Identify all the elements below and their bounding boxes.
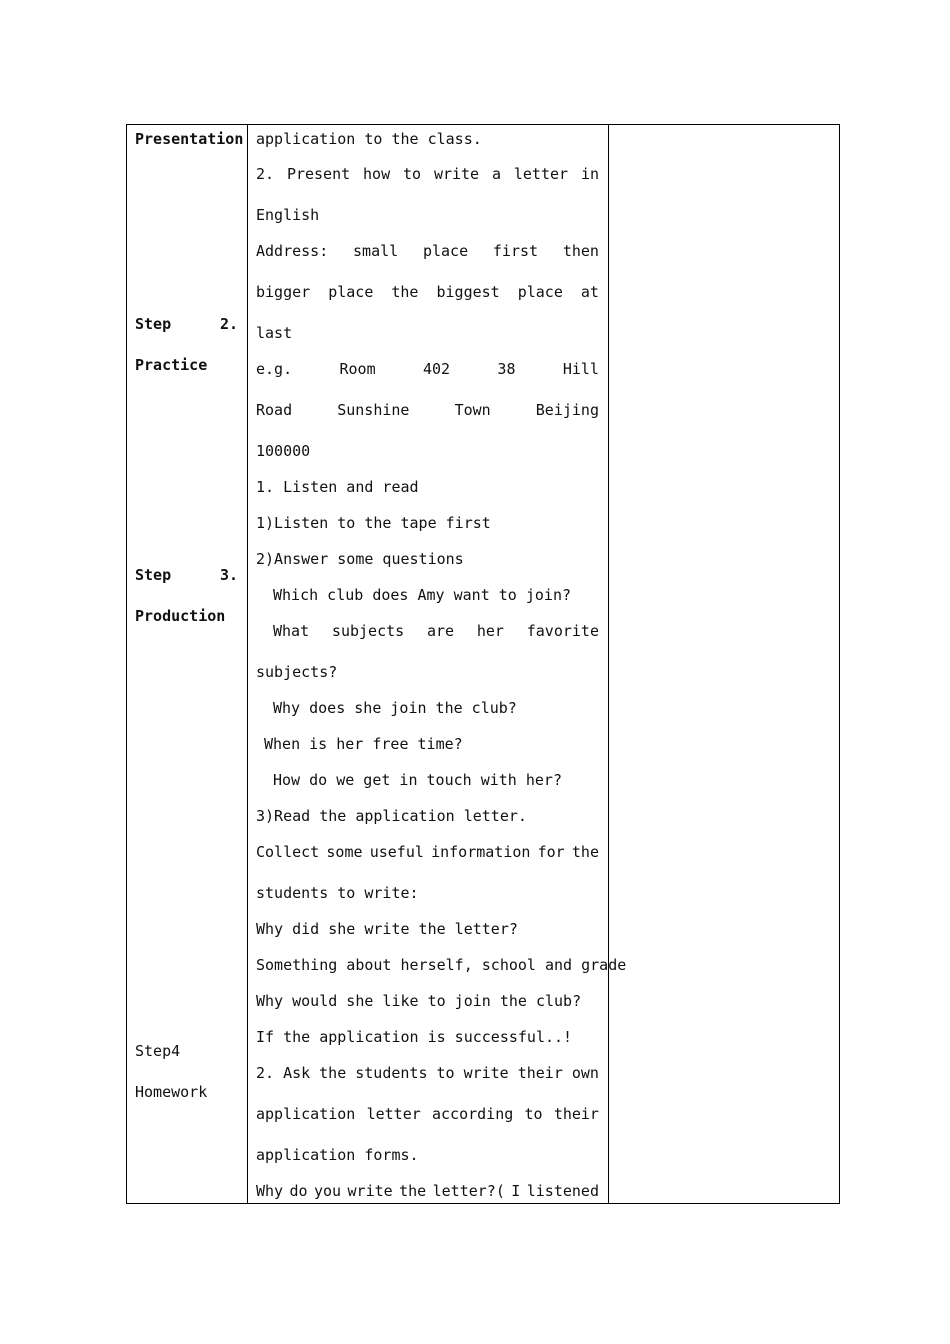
question-line: When is her free time? [264, 735, 463, 753]
word: Address: [256, 242, 329, 260]
text-line: 2)Answer some questions [256, 550, 464, 568]
postcode: 100000 [256, 442, 311, 460]
address-example-line [256, 360, 599, 378]
step4-label: Step4 [135, 1042, 181, 1060]
word: letter [366, 1105, 421, 1123]
word: in [580, 165, 599, 183]
text-line: English [256, 206, 320, 224]
step-homework-label: Homework [135, 1083, 208, 1101]
word: their [553, 1105, 599, 1123]
question-line: Which club does Amy want to join? [273, 586, 572, 604]
notes-column [609, 125, 839, 1203]
text-line: Something about herself, school and grade [256, 956, 627, 974]
word: place [328, 283, 374, 301]
step2-number: 2. [220, 315, 239, 333]
word: the [399, 1182, 427, 1200]
word: her [476, 622, 504, 640]
word: the [319, 1064, 347, 1082]
word: Ask [283, 1064, 311, 1082]
word: students [355, 1064, 428, 1082]
text-line [256, 843, 599, 861]
word: to [436, 1064, 455, 1082]
word: application [256, 1105, 356, 1123]
word: 38 [497, 360, 516, 378]
word: to [524, 1105, 543, 1123]
word: Present [286, 165, 351, 183]
word: Town [454, 401, 491, 419]
step-presentation-label: Presentation [135, 130, 244, 148]
word: their [517, 1064, 563, 1082]
word: own [571, 1064, 599, 1082]
word: bigger [256, 283, 311, 301]
word: letter?( [432, 1182, 505, 1200]
steps-column [127, 125, 248, 1203]
text-line: 1. Listen and read [256, 478, 419, 496]
text-line [256, 242, 599, 260]
activities-column [248, 125, 627, 1203]
word: useful [369, 843, 424, 861]
word: What [273, 622, 310, 640]
question-line: How do we get in touch with her? [273, 771, 562, 789]
word: the [391, 283, 419, 301]
word: Why [256, 1182, 284, 1200]
text-line [256, 1105, 599, 1123]
text-line: 1)Listen to the tape first [256, 514, 491, 532]
step-practice-label: Practice [135, 356, 208, 374]
address-example-line [256, 401, 599, 419]
word: 2. [256, 1064, 275, 1082]
text-line [256, 283, 599, 301]
word: e.g. [256, 360, 293, 378]
word: information [431, 843, 531, 861]
word: listened [526, 1182, 599, 1200]
word: small [353, 242, 399, 260]
text-line: application forms. [256, 1146, 419, 1164]
word: I [511, 1182, 521, 1200]
word: a [491, 165, 501, 183]
word: 402 [422, 360, 451, 378]
word: subjects [331, 622, 405, 640]
word: some [326, 843, 363, 861]
word: the [571, 843, 599, 861]
word: for [537, 843, 565, 861]
word: letter [513, 165, 569, 183]
word: Collect [256, 843, 320, 861]
word: according [432, 1105, 514, 1123]
text-line: students to write: [256, 884, 419, 902]
word: write [347, 1182, 393, 1200]
step3-number: 3. [220, 566, 239, 584]
text-line [256, 1064, 599, 1082]
step-production-label: Production [135, 607, 226, 625]
word: Beijing [535, 401, 599, 419]
word: place [422, 242, 469, 260]
word: favorite [526, 622, 599, 640]
word: first [492, 242, 539, 260]
word: Sunshine [337, 401, 410, 419]
word: Road [256, 401, 293, 419]
word: how [363, 165, 391, 183]
word: at [580, 283, 599, 301]
text-line [256, 165, 599, 183]
word: then [562, 242, 599, 260]
word: you [314, 1182, 342, 1200]
lesson-plan-table [126, 124, 840, 1204]
text-line: 3)Read the application letter. [256, 807, 527, 825]
step2-label: Step [135, 315, 172, 333]
text-line: Why did she write the letter? [256, 920, 518, 938]
text-line: If the application is successful..! [256, 1028, 573, 1046]
question-line [273, 622, 599, 640]
word: do [289, 1182, 308, 1200]
step3-label: Step [135, 566, 172, 584]
word: Hill [562, 360, 599, 378]
question-line: subjects? [256, 663, 338, 681]
word: Room [339, 360, 376, 378]
text-line: application to the class. [256, 130, 482, 148]
word: write [433, 165, 480, 183]
text-line: last [256, 324, 293, 342]
text-line: Why would she like to join the club? [256, 992, 582, 1010]
word: 2. [256, 165, 275, 183]
text-line [256, 1182, 599, 1200]
word: to [403, 165, 422, 183]
question-line: Why does she join the club? [273, 699, 517, 717]
word: write [463, 1064, 509, 1082]
word: biggest [436, 283, 500, 301]
word: are [426, 622, 455, 640]
word: place [517, 283, 563, 301]
